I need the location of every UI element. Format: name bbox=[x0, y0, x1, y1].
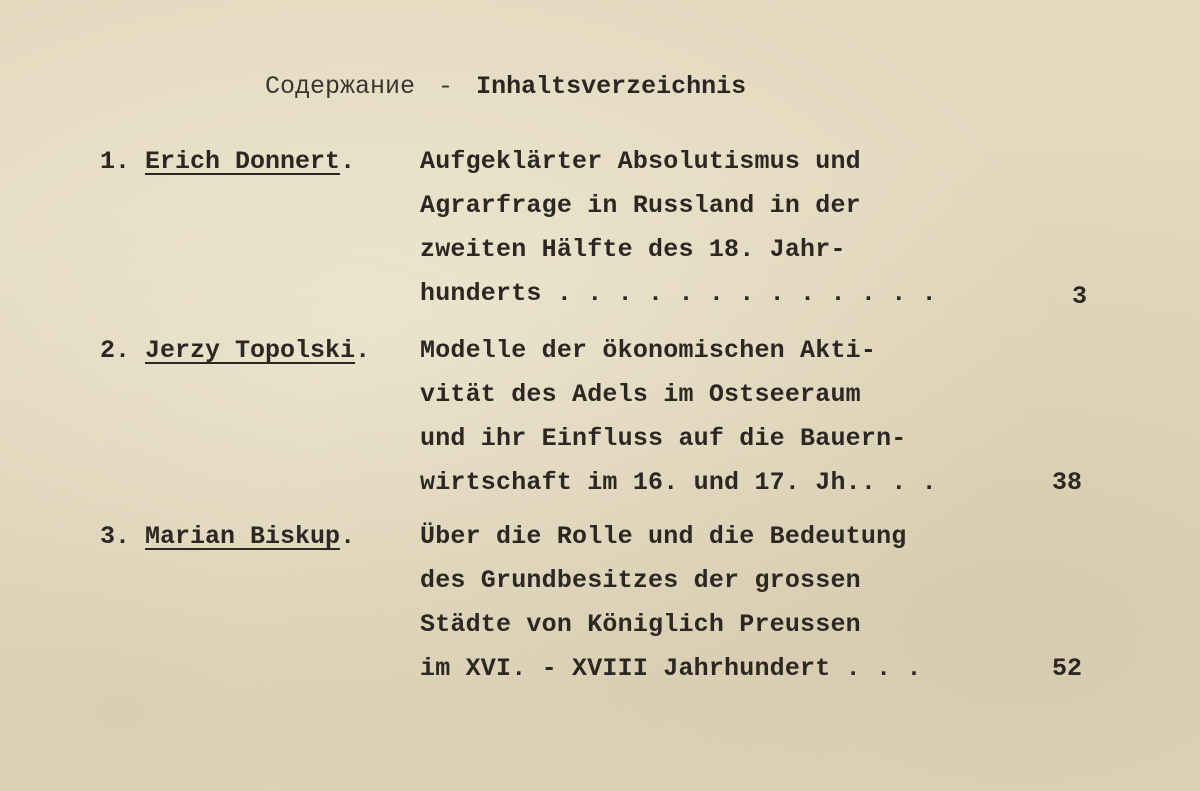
entry-title-line: des Grundbesitzes der grossen bbox=[420, 566, 861, 595]
title-german: Inhaltsverzeichnis bbox=[476, 72, 747, 101]
entry-title-line: Aufgeklärter Absolutismus und bbox=[420, 147, 861, 176]
entry-title-line: wirtschaft im 16. und 17. Jh.. . . bbox=[420, 468, 937, 497]
entry-number: 1. bbox=[100, 147, 131, 176]
entry-number-and-author bbox=[100, 522, 355, 551]
entry-title-line: zweiten Hälfte des 18. Jahr- bbox=[420, 235, 846, 264]
entry-author: Marian Biskup bbox=[145, 522, 341, 551]
entry-title-line: Über die Rolle und die Bedeutung bbox=[420, 522, 907, 551]
entry-author-period: . bbox=[355, 336, 371, 365]
entry-number: 2. bbox=[100, 336, 131, 365]
title-separator: - bbox=[438, 72, 454, 101]
entry-title-line: Agrarfrage in Russland in der bbox=[420, 191, 861, 220]
title-russian: Содержание bbox=[265, 72, 416, 101]
entry-number-and-author bbox=[100, 147, 355, 176]
entry-title-line: Modelle der ökonomischen Akti- bbox=[420, 336, 877, 365]
entry-page-number: 38 bbox=[1052, 468, 1083, 497]
page-title bbox=[265, 72, 746, 101]
entry-author: Erich Donnert bbox=[145, 147, 341, 176]
entry-number-and-author bbox=[100, 336, 370, 365]
entry-title-line: und ihr Einfluss auf die Bauern- bbox=[420, 424, 907, 453]
entry-author-period: . bbox=[340, 522, 356, 551]
entry-title-line: im XVI. - XVIII Jahrhundert . . . bbox=[420, 654, 922, 683]
entry-title-line: hunderts . . . . . . . . . . . . . bbox=[420, 279, 937, 308]
entry-author-period: . bbox=[340, 147, 356, 176]
entry-title-line: Städte von Königlich Preussen bbox=[420, 610, 861, 639]
entry-title-line: vität des Adels im Ostseeraum bbox=[420, 380, 861, 409]
entry-author: Jerzy Topolski bbox=[145, 336, 356, 365]
entry-number: 3. bbox=[100, 522, 131, 551]
entry-page-number: 52 bbox=[1052, 654, 1083, 683]
entry-page-number: 3 bbox=[1072, 282, 1088, 311]
